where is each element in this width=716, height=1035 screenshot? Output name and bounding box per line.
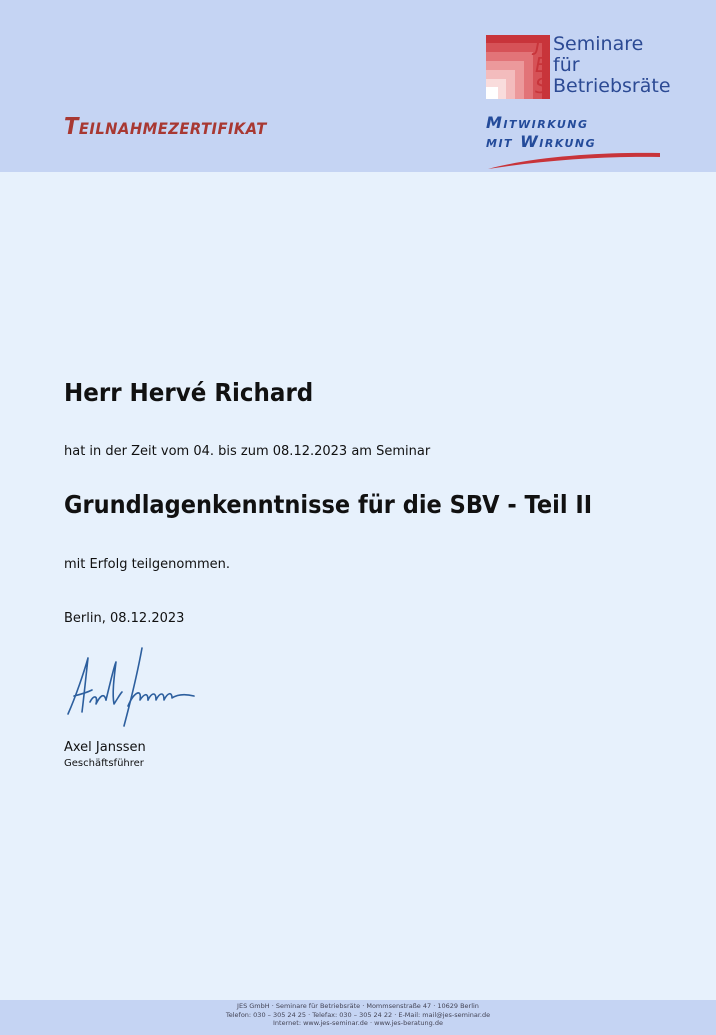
logo-wordmark: Seminare für Betriebsräte bbox=[553, 33, 671, 97]
signature-icon bbox=[62, 644, 202, 732]
certificate-title: Teilnahmezertifikat bbox=[64, 114, 267, 140]
logo-letters: J E S bbox=[535, 32, 548, 98]
slogan-swoosh-icon bbox=[486, 150, 662, 172]
place-date: Berlin, 08.12.2023 bbox=[64, 611, 185, 626]
signer-name: Axel Janssen bbox=[64, 740, 146, 755]
course-title: Grundlagenkenntnisse für die SBV - Teil II bbox=[64, 490, 593, 519]
footer-line-3: Internet: www.jes-seminar.de · www.jes-beratung.de bbox=[273, 1019, 443, 1027]
period-text: hat in der Zeit vom 04. bis zum 08.12.2023 am Seminar bbox=[64, 444, 431, 459]
footer-line-2: Telefon: 030 – 305 24 25 · Telefax: 030 – 305 24 22 · E-Mail: mail@jes-seminar.de bbox=[225, 1010, 491, 1019]
signer-role: Geschäftsführer bbox=[64, 758, 144, 769]
footer-band bbox=[0, 1000, 716, 1035]
header-band bbox=[0, 0, 716, 172]
logo-slogan: Mitwirkung mit Wirkung bbox=[486, 113, 597, 151]
footer-line-1: JES GmbH · Seminare für Betriebsräte · Mommsenstraße 47 · 10629 Berlin bbox=[237, 1002, 479, 1010]
participant-name: Herr Hervé Richard bbox=[64, 378, 314, 407]
result-text: mit Erfolg teilgenommen. bbox=[64, 557, 231, 572]
